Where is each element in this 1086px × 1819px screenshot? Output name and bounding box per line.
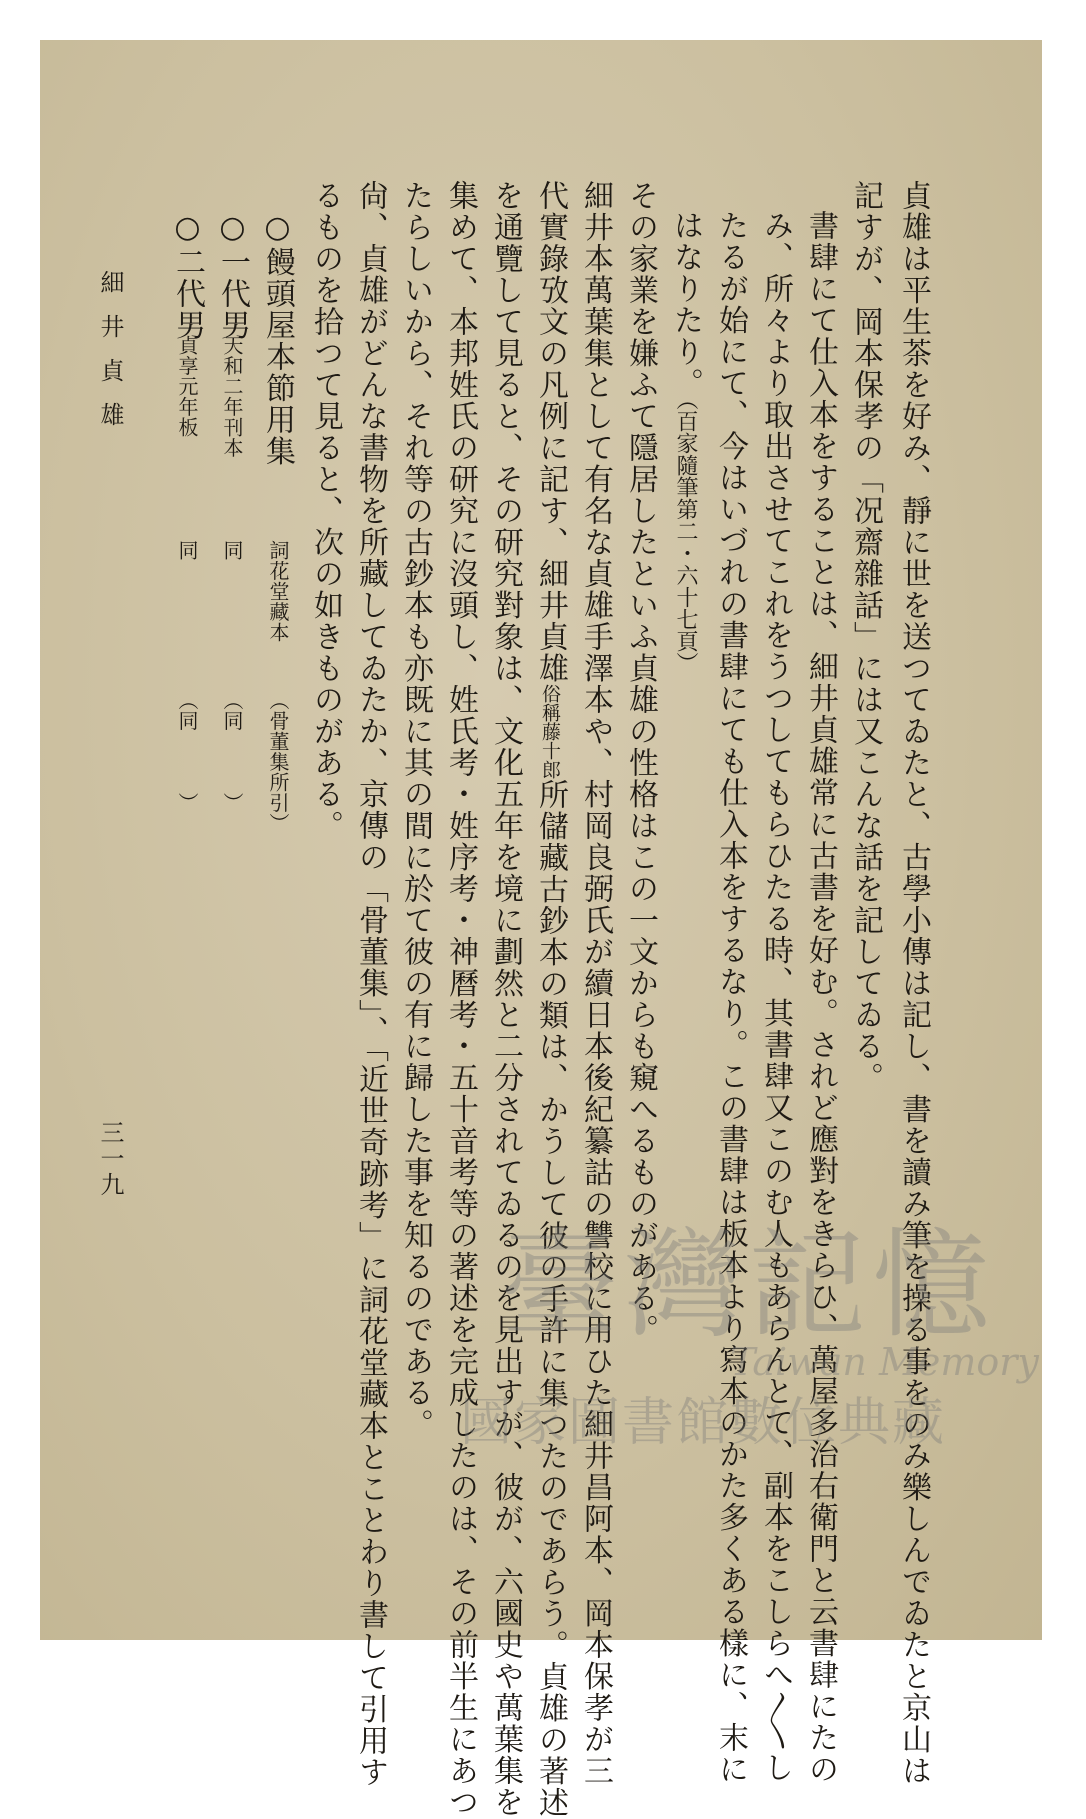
running-title: 細井貞雄 (96, 270, 124, 446)
text-span: 所儲藏古鈔本の類は、かうして彼の手許に集つたのであらう。貞雄の著述 (533, 779, 568, 1819)
list-item-title: ○饅頭屋本節用集 (260, 210, 295, 467)
quote-column-3: たるが始にて、今はいづれの書肆にても仕入本をするなり。この書肆は板本より寫本のかた多くある樣に、末に (713, 210, 748, 1785)
text-column-2: 記すが、岡本保孝の「况齋雜話」には又こんな話を記してゐる。 (848, 180, 883, 1094)
text-column-12: るものを拾つて見ると、次の如きものがある。 (308, 180, 343, 842)
quote-column-2: み、所々より取出させてこれをうつしてもらひたる時、其書肆又このむ人もあらんとて、副本をこしらへ〳〵し (758, 210, 793, 1784)
text-column-1: 貞雄は平生茶を好み、靜に世を送つてゐたと、古學小傳は記し、書を讀み筆を操る事をのみ樂しんでゐたと京山は (896, 180, 931, 1787)
text-column-9: 集めて、本邦姓氏の研究に沒頭し、姓氏考・姓序考・神曆考・五十音考等の著述を完成したのは、その前半生にあつ (443, 180, 478, 1818)
document-page (40, 40, 1042, 1819)
page-number: 三一九 (96, 1120, 124, 1198)
watermark-institution: 國家圖書館數位典藏 (460, 1393, 947, 1453)
text-column-7 (533, 180, 568, 1819)
list-item-ref: （同 ） (175, 690, 199, 813)
list-item-detail: 天和二年刊本 (220, 335, 244, 458)
list-item-title: ○二代男 (170, 210, 205, 341)
annotation-text: 俗稱藤十郎 (539, 684, 561, 779)
text-column-11: 尙、貞雄がどんな書物を所藏してゐたか、京傳の「骨董集」、「近世奇跡考」に詞花堂藏本とことわり書して引用す (353, 180, 388, 1788)
source-note: （百家隨筆第二・六十七頁） (673, 399, 698, 674)
list-item-owner: 同 (220, 540, 244, 561)
list-item-owner: 詞花堂藏本 (266, 540, 290, 643)
text-column-8: を通覽して見ると、その研究對象は、文化五年を境に劃然と二分されてゐるのを見出すが、彼が、六國史や萬葉集を (488, 180, 523, 1818)
list-item-detail: 貞享元年板 (175, 335, 199, 438)
quote-column-4 (668, 210, 703, 674)
text-span: 代實錄攷文の凡例に記す、細井貞雄 (533, 180, 568, 684)
list-item-title: ○一代男 (215, 210, 250, 341)
text-column-6: 細井本萬葉集として有名な貞雄手澤本や、村岡良弼氏が續日本後紀纂詁の讐校に用ひた細井昌阿本、岡本保孝が三 (578, 180, 613, 1787)
text-column-10: たらしいから、それ等の古鈔本も亦既に其の間に於て彼の有に歸した事を知るのである。 (398, 180, 433, 1440)
list-item-ref: （骨董集所引） (266, 690, 290, 834)
quote-text: はなりたり。 (668, 210, 703, 399)
text-column-5: その家業を嫌ふて隱居したといふ貞雄の性格はこの一文からも窺へるものがある。 (623, 180, 658, 1346)
watermark-english: Taiwan Memory (730, 1340, 1039, 1384)
quote-column-1: 書肆にて仕入本をすることは、細井貞雄常に古書を好む。されど應對をきらひ、萬屋多治右衛門と云書肆にたの (803, 210, 838, 1785)
list-item-ref: （同 ） (220, 690, 244, 813)
watermark-logo: 臺灣記憶 (500, 1216, 997, 1354)
list-item-owner: 同 (175, 540, 199, 561)
